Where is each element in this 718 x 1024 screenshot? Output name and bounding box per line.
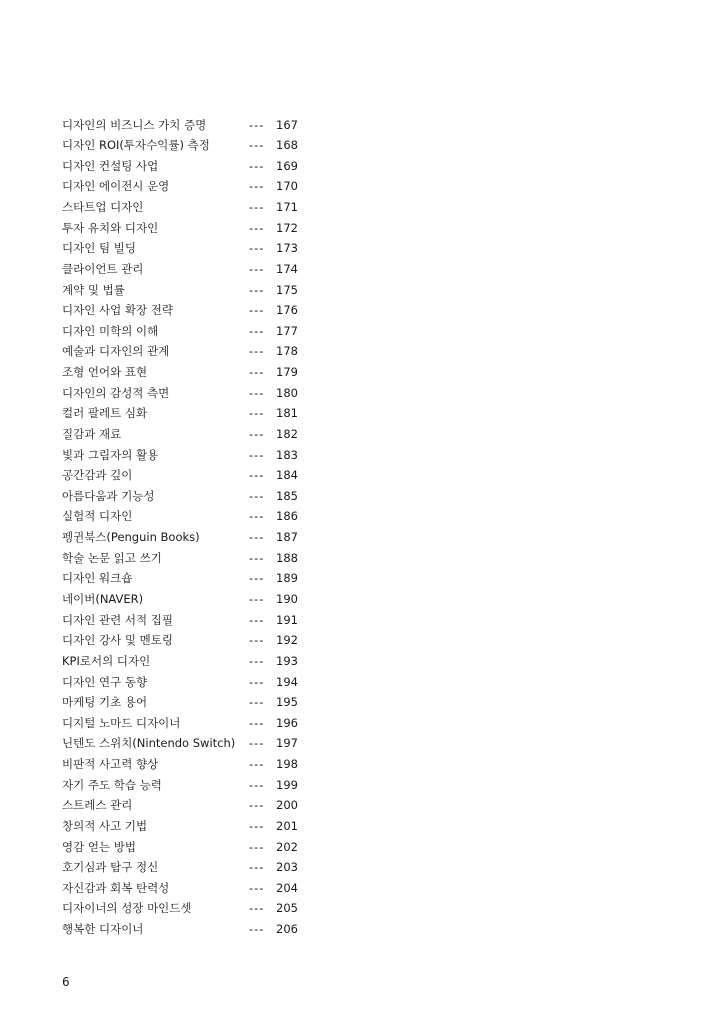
toc-entry-page: 168 <box>276 138 298 153</box>
toc-entry-page: 189 <box>276 571 298 586</box>
toc-entry-page: 173 <box>276 241 298 256</box>
toc-entry-separator: --- <box>249 715 265 730</box>
toc-entry-title: 창의적 사고 기법 <box>62 818 148 833</box>
toc-entry-title: 디자인의 감성적 측면 <box>62 385 170 400</box>
toc-entry <box>0 383 718 404</box>
toc-entry-page: 195 <box>276 695 298 710</box>
toc-entry-title: 스타트업 디자인 <box>62 200 144 215</box>
toc-entry-title: 클라이언트 관리 <box>62 261 144 276</box>
toc-entry-title: 아름다움과 기능성 <box>62 488 155 503</box>
toc-entry-page: 190 <box>276 591 298 606</box>
toc-entry-title: 공간감과 깊이 <box>62 468 133 483</box>
toc-entry-separator: --- <box>249 426 265 441</box>
toc-entry <box>0 465 718 486</box>
toc-entry-page: 170 <box>276 179 298 194</box>
toc-entry <box>0 115 718 136</box>
toc-entry-separator: --- <box>249 303 265 318</box>
toc-entry <box>0 610 718 631</box>
toc-entry <box>0 548 718 569</box>
toc-entry-title: 질감과 재료 <box>62 426 122 441</box>
toc-entry-separator: --- <box>249 117 265 132</box>
toc-entry-separator: --- <box>249 406 265 421</box>
toc-entry-separator: --- <box>249 922 265 937</box>
toc-entry <box>0 733 718 754</box>
toc-entry-page: 202 <box>276 839 298 854</box>
toc-entry-separator: --- <box>249 447 265 462</box>
toc-entry <box>0 630 718 651</box>
toc-entry-page: 184 <box>276 468 298 483</box>
toc-entry-title: 디자인 컨설팅 사업 <box>62 158 159 173</box>
toc-entry-page: 176 <box>276 303 298 318</box>
toc-entry-separator: --- <box>249 674 265 689</box>
toc-entry <box>0 568 718 589</box>
toc-entry-title: 영감 얻는 방법 <box>62 839 136 854</box>
toc-entry <box>0 589 718 610</box>
toc-entry-title: 자신감과 회복 탄력성 <box>62 880 170 895</box>
toc-entry <box>0 362 718 383</box>
toc-entry <box>0 775 718 796</box>
toc-entry-page: 197 <box>276 736 298 751</box>
toc-entry-title: KPI로서의 디자인 <box>62 653 151 668</box>
toc-entry-separator: --- <box>249 591 265 606</box>
toc-entry-page: 174 <box>276 261 298 276</box>
toc-entry <box>0 919 718 940</box>
toc-entry-page: 188 <box>276 550 298 565</box>
toc-entry-page: 177 <box>276 323 298 338</box>
toc-entry-separator: --- <box>249 633 265 648</box>
toc-entry-separator: --- <box>249 282 265 297</box>
toc-entry-page: 185 <box>276 488 298 503</box>
toc-entry <box>0 795 718 816</box>
toc-entry-title: 실험적 디자인 <box>62 509 133 524</box>
toc-entry <box>0 527 718 548</box>
toc-entry-page: 186 <box>276 509 298 524</box>
toc-entry-title: 예술과 디자인의 관계 <box>62 344 170 359</box>
toc-entry <box>0 218 718 239</box>
toc-entry-separator: --- <box>249 571 265 586</box>
toc-entry-page: 178 <box>276 344 298 359</box>
toc-entry-title: 디자인의 비즈니스 가치 증명 <box>62 117 207 132</box>
toc-entry-title: 디지털 노마드 디자이너 <box>62 715 181 730</box>
toc-entry-title: 디자이너의 성장 마인드셋 <box>62 901 192 916</box>
toc-entry-title: 닌텐도 스위치(Nintendo Switch) <box>62 736 236 751</box>
toc-entry-page: 169 <box>276 158 298 173</box>
toc-entry-page: 171 <box>276 200 298 215</box>
toc-entry-title: 행복한 디자이너 <box>62 922 144 937</box>
toc-entry <box>0 857 718 878</box>
toc-entry-separator: --- <box>249 839 265 854</box>
toc-entry-separator: --- <box>249 736 265 751</box>
toc-entry-separator: --- <box>249 530 265 545</box>
toc-entry-title: 디자인 사업 확장 전략 <box>62 303 173 318</box>
toc-entry-title: 디자인 관련 서적 집필 <box>62 612 173 627</box>
toc-entry <box>0 672 718 693</box>
toc-entry-separator: --- <box>249 653 265 668</box>
toc-entry-page: 196 <box>276 715 298 730</box>
toc-entry-title: 펭귄북스(Penguin Books) <box>62 530 200 545</box>
toc-entry <box>0 713 718 734</box>
toc-entry-page: 180 <box>276 385 298 400</box>
toc-entry-separator: --- <box>249 323 265 338</box>
toc-entry-page: 183 <box>276 447 298 462</box>
toc-entry-page: 201 <box>276 818 298 833</box>
toc-entry <box>0 486 718 507</box>
toc-entry-separator: --- <box>249 179 265 194</box>
toc-entry <box>0 197 718 218</box>
toc-entry-separator: --- <box>249 777 265 792</box>
toc-entry-page: 175 <box>276 282 298 297</box>
toc-entry-separator: --- <box>249 200 265 215</box>
toc-entry-page: 192 <box>276 633 298 648</box>
toc-entry-title: 비판적 사고력 향상 <box>62 757 159 772</box>
toc-entry <box>0 878 718 899</box>
toc-entry-separator: --- <box>249 468 265 483</box>
toc-entry-page: 179 <box>276 365 298 380</box>
toc-entry <box>0 898 718 919</box>
toc-entry-title: 컬러 팔레트 심화 <box>62 406 148 421</box>
toc-entry-page: 193 <box>276 653 298 668</box>
toc-entry-page: 205 <box>276 901 298 916</box>
toc-entry <box>0 176 718 197</box>
toc-entry-title: 계약 및 법률 <box>62 282 125 297</box>
toc-entry-page: 200 <box>276 798 298 813</box>
toc-entry-page: 167 <box>276 117 298 132</box>
toc-entry-separator: --- <box>249 385 265 400</box>
toc-entry <box>0 692 718 713</box>
toc-entry-title: 디자인 ROI(투자수익률) 측정 <box>62 138 210 153</box>
page-number: 6 <box>62 975 70 989</box>
toc-entry <box>0 445 718 466</box>
toc-entry-page: 172 <box>276 220 298 235</box>
toc-entry-page: 198 <box>276 757 298 772</box>
toc-entry-title: 디자인 에이전시 운영 <box>62 179 170 194</box>
toc-entry-page: 181 <box>276 406 298 421</box>
toc-entry <box>0 506 718 527</box>
toc-entry-title: 디자인 팀 빌딩 <box>62 241 136 256</box>
toc-entry-separator: --- <box>249 860 265 875</box>
toc-entry-page: 203 <box>276 860 298 875</box>
toc-entry-page: 194 <box>276 674 298 689</box>
toc-entry <box>0 238 718 259</box>
toc-entry-page: 204 <box>276 880 298 895</box>
toc-entry-title: 디자인 강사 및 멘토링 <box>62 633 173 648</box>
toc-entry <box>0 280 718 301</box>
toc-entry-separator: --- <box>249 365 265 380</box>
toc-entry <box>0 816 718 837</box>
toc-entry-separator: --- <box>249 158 265 173</box>
toc-entry <box>0 156 718 177</box>
toc-entry <box>0 341 718 362</box>
toc-entry-page: 182 <box>276 426 298 441</box>
toc-entry-title: 자기 주도 학습 능력 <box>62 777 162 792</box>
toc-entry-title: 마케팅 기초 용어 <box>62 695 148 710</box>
toc-entry-separator: --- <box>249 612 265 627</box>
toc-entry-title: 조형 언어와 표현 <box>62 365 148 380</box>
toc-entry-separator: --- <box>249 818 265 833</box>
toc-entry-title: 디자인 워크숍 <box>62 571 133 586</box>
toc-entry-separator: --- <box>249 344 265 359</box>
toc-entry <box>0 403 718 424</box>
toc-entry <box>0 424 718 445</box>
toc-entry-separator: --- <box>249 220 265 235</box>
toc-entry <box>0 754 718 775</box>
toc-entry-separator: --- <box>249 138 265 153</box>
toc-entry-title: 학술 논문 읽고 쓰기 <box>62 550 162 565</box>
toc-entry-separator: --- <box>249 880 265 895</box>
toc-entry-title: 스트레스 관리 <box>62 798 133 813</box>
toc-entry-page: 206 <box>276 922 298 937</box>
toc-entry-page: 187 <box>276 530 298 545</box>
toc-entry-title: 네이버(NAVER) <box>62 591 144 606</box>
toc-entry-separator: --- <box>249 798 265 813</box>
toc-entry <box>0 837 718 858</box>
toc-entry-separator: --- <box>249 241 265 256</box>
toc-entry-title: 빛과 그림자의 활용 <box>62 447 159 462</box>
toc-entry-separator: --- <box>249 488 265 503</box>
toc-entry-separator: --- <box>249 509 265 524</box>
toc-entry <box>0 300 718 321</box>
toc-entry-page: 199 <box>276 777 298 792</box>
toc-entry-separator: --- <box>249 901 265 916</box>
toc-entry <box>0 321 718 342</box>
toc-entry <box>0 259 718 280</box>
toc-entry-separator: --- <box>249 757 265 772</box>
toc-entry-title: 디자인 연구 동향 <box>62 674 148 689</box>
toc-entry-separator: --- <box>249 695 265 710</box>
toc-entry <box>0 135 718 156</box>
toc-entry <box>0 651 718 672</box>
toc-entry-separator: --- <box>249 261 265 276</box>
toc-entry-title: 호기심과 탐구 정신 <box>62 860 159 875</box>
toc-entry-separator: --- <box>249 550 265 565</box>
toc-entry-title: 디자인 미학의 이해 <box>62 323 159 338</box>
toc-entry-title: 투자 유치와 디자인 <box>62 220 159 235</box>
toc-entry-page: 191 <box>276 612 298 627</box>
